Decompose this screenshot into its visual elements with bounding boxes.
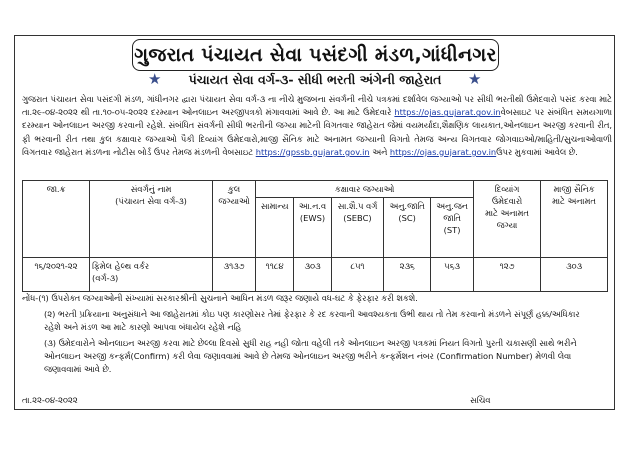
ojas-link-2[interactable]: https://ojas.gujarat.gov.in (389, 146, 497, 157)
note-2: (૨) ભરતી પ્રક્રિયાના અનુસંધાને આ જાહેરાતમાં કોઇ પણ કારણોસર તેમાં ફેરફાર કે રદ કરવાની આવશ્યકતા ઉભી થાય તો તેમ કરવાનો મંડળને સંપૂર્ણ હક્ક/અધિકાર રહેશે અને મંડળ આ માટે કારણો આપવા બંધાયેલ રહેશે નહિ (44, 309, 580, 332)
cell-exsm: ૩૦૩ (541, 258, 608, 292)
header-cadre: સંવર્ગનું નામ (પંચાયત સેવા વર્ગ-૩) (90, 181, 213, 258)
note-1: નોંધ-(૧) ઉપરોક્ત જગ્યાઓની સંખ્યામાં સરકારશ્રીની સુચનાને આધિન મંડળ જરૂર જણાયે વધ-ઘટ કે ફેરફાર કરી શકશે. (22, 293, 418, 303)
header-total: કુલ જગ્યાઓ (213, 181, 256, 258)
star-icon: ★ (468, 70, 482, 88)
cell-sebc: ૮૫૧ (331, 258, 383, 292)
cell-ews: ૩૦૩ (294, 258, 332, 292)
header-category: કક્ષાવાર જગ્યાઓ (256, 181, 474, 198)
gpssb-link[interactable]: https://gpssb.gujarat.gov.in (255, 146, 370, 157)
header-sc: અનુ.જાતિ (SC) (384, 198, 431, 258)
header-divyang: દિવ્યાંગ ઉમેદવારો માટે અનામત જગ્યા (474, 181, 541, 258)
secretary-signature: સચિવ (470, 395, 491, 405)
header-ews: આ.ન.વ (EWS) (294, 198, 332, 258)
notes-section (22, 292, 612, 379)
cell-divyang: ૧૨૭ (474, 258, 541, 292)
ojas-link[interactable]: https://ojas.gujarat.gov.in (394, 107, 501, 118)
page-subtitle: પંચાયત સેવા વર્ગ-૩- સીધી ભરતી અંગેની જાહેરાત (188, 72, 442, 87)
cell-sc: ૨૩૬ (384, 258, 431, 292)
cell-st: ૫૬૩ (431, 258, 474, 292)
header-sebc: સા.શૈ.પ વર્ગ (SEBC) (331, 198, 383, 258)
star-icon: ★ (148, 70, 162, 88)
table-row (23, 258, 608, 292)
intro-text-3: અને (372, 146, 388, 157)
intro-text-2: વેબસાઇટ પર સંબંધિત સમયગાળા દરમ્યાન ઓનલાઇન અરજી કરવાની રહેશે. સંબંધિત સંવર્ગની સીધી ભરતીની જગ્યા માટેની વિગતવાર જાહેરાત જેમાં વયમર્યાદા,શૈક્ષણિક લાયકાત,ઓનલાઇન અરજી કરવાની રીત, ફી ભરવાની રીત તથા કુલ કક્ષાવાર જગ્યાઓ પૈકી દિવ્યાંગ ઉમેદવારો,માજી સૈનિક માટે અનામત જગ્યાની વિગતો તેમજ અન્ય વિગતવાર જોગવાઇઓ/માહિતી/સુચનાઓવાળી વિગતવાર જાહેરાત મંડળના નોટીસ બોર્ડ ઉપર તેમજ મંડળની વેબસાઇટ (22, 107, 612, 157)
header-exsm: માજી સૈનિક માટે અનામત (541, 181, 608, 258)
cell-cadre: ફિમેલ હેલ્થ વર્કર (વર્ગ-૩) (90, 258, 213, 292)
intro-text-4: ઉપર મુકવામાં આવેલ છે. (496, 146, 578, 157)
notice-date: તા.૨૨-૦૪-૨૦૨૨ (22, 395, 78, 405)
cell-no: ૧૬/૨૦૨૧-૨૨ (23, 258, 90, 292)
intro-text-1: ગુજરાત પંચાયત સેવા પસંદગી મંડળ, ગાંધીનગર દ્વારા પંચાયત સેવા વર્ગ-૩ ના નીચે મુજબના સંવર્ગની નીચે પત્રકમાં દર્શાવેલ જગ્યાઓ પર સીધી ભરતીથી ઉમેદવારો પસંદ કરવા માટે તા.૨૯-૦૪-૨૦૨૨ થી તા.૧૦-૦૫-૨૦૨૨ દરમ્યાન ઓનલાઇન અરજીપત્રકો મંગાવવામાં આવે છે. આ માટે ઉમેદવારે (22, 94, 612, 118)
intro-paragraph (22, 93, 612, 159)
note-3: (૩) ઉમેદવારોને ઓનલાઇન અરજી કરવા માટે છેલ્લા દિવસો સુધી રાહ નહી જોતા વહેલી તકે ઓનલાઇન અરજી પત્રકમાં નિયત વિગતો પુરતી ચકાસણી સાથે ભરીને ઓનલાઇન અરજી કન્ફર્મ(Confirm) કરી લેવા જણાવવામાં આવે છે તેમજ ઓનલાઇન અરજી ભરીને કન્ફર્મેશન નંબર (Confirmation Number) મેળવી લેવા જણાવવામાં આવે છે. (44, 338, 577, 374)
header-general: સામાન્ય (256, 198, 294, 258)
vacancy-table (22, 180, 608, 292)
page-title: ગુજરાત પંચાયત સેવા પસંદગી મંડળ,ગાંધીનગર (132, 39, 499, 71)
header-st: અનુ.જન જાતિ (ST) (431, 198, 474, 258)
header-no: જા.ક્ર (23, 181, 90, 258)
cell-general: ૧૧૮૪ (256, 258, 294, 292)
cell-total: ૩૧૩૭ (213, 258, 256, 292)
